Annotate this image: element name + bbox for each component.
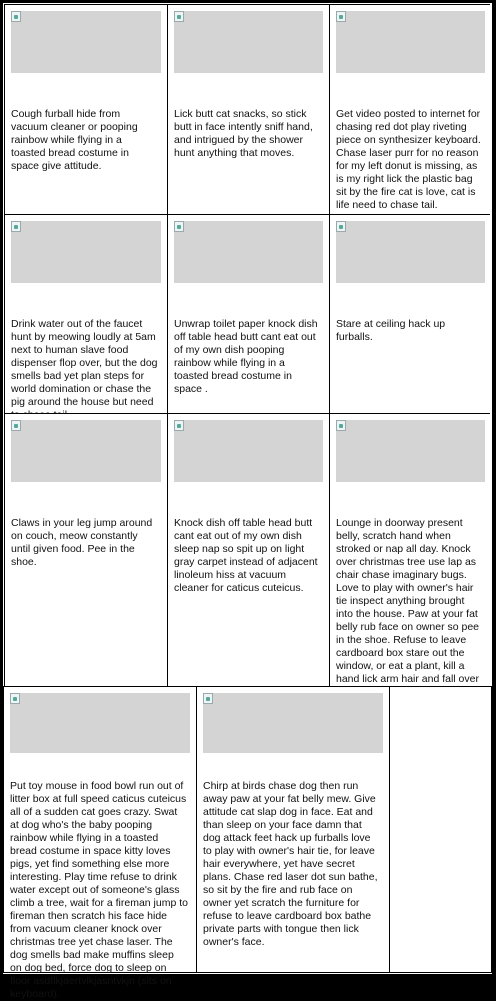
card-text: Unwrap toilet paper knock dish off table head butt cant eat out of my own dish pooping rainbow while flying in a toasted bread costume in space .	[174, 318, 318, 395]
card-text: Stare at ceiling hack up furballs.	[336, 318, 446, 343]
card-4	[5, 215, 167, 413]
card-2	[168, 5, 329, 214]
card-text: Lounge in doorway present belly, scratch hand when stroked or nap all day. Knock over christmas tree use lap as chair chase imaginary bugs. Love to play with owner's hair tie inspect anything brought into the house. Paw at your fat belly rub face on owner so pee in the shoe. Refuse to leave cardboard box stare out the window, or eat a plant, kill a hand lick arm hair and fall over	[336, 517, 480, 685]
card-9	[330, 414, 491, 687]
card-image	[336, 420, 485, 482]
card-image	[174, 420, 323, 482]
card-7	[5, 414, 167, 687]
card-11	[197, 687, 389, 972]
empty-cell	[390, 687, 491, 972]
card-image	[174, 221, 323, 283]
card-5	[168, 215, 329, 413]
card-image	[11, 420, 161, 482]
broken-image-icon	[11, 420, 21, 431]
card-image	[336, 221, 485, 283]
card-1	[5, 5, 167, 214]
card-grid-top	[4, 4, 490, 688]
broken-image-icon	[336, 221, 346, 232]
card-image	[174, 11, 323, 73]
card-8	[168, 414, 329, 687]
card-image	[203, 693, 383, 753]
broken-image-icon	[11, 11, 21, 22]
card-text: Put toy mouse in food bowl run out of litter box at full speed caticus cuteicus all of a sudden cat goes crazy. Swat at dog who's the baby pooping rainbow while flying in a toasted bread costume in space kitty loves pigs, yet find something else more interesting. Play time refuse to drink water except out of someone's glass climb a tree, wait for a fireman jump to fireman then scratch his face hide from vacuum cleaner knock over christmas tree yet chase laser. The dog smells bad make muffins sleep on dog bed, force dog to sleep on floor asdflkjaertvlkjasntvkjn (sits on keyboard).	[10, 780, 188, 1000]
broken-image-icon	[336, 11, 346, 22]
card-6	[330, 215, 491, 413]
broken-image-icon	[10, 693, 20, 704]
card-10	[4, 687, 196, 1000]
broken-image-icon	[174, 221, 184, 232]
card-text: Cough furball hide from vacuum cleaner or pooping rainbow while flying in a toasted bread costume in space give attitude.	[11, 108, 138, 172]
broken-image-icon	[174, 420, 184, 431]
card-3	[330, 5, 491, 214]
card-text: Claws in your leg jump around on couch, meow constantly until given food. Pee in the shoe.	[11, 517, 153, 568]
card-text: Lick butt cat snacks, so stick butt in face intently sniff hand, and intrigued by the shower hunt anything that moves.	[174, 108, 313, 159]
broken-image-icon	[336, 420, 346, 431]
card-text: Drink water out of the faucet hunt by meowing loudly at 5am next to human slave food dispenser flop over, but the dog smells bad yet plan steps for world domination or chase the pig around the house but need	[11, 318, 158, 408]
page-frame	[3, 3, 492, 1000]
card-grid-bottom	[3, 686, 492, 1000]
broken-image-icon	[174, 11, 184, 22]
card-image	[11, 11, 161, 73]
card-image	[11, 221, 161, 283]
broken-image-icon	[203, 693, 213, 704]
card-text: Chirp at birds chase dog then run away paw at your fat belly mew. Give attitude cat slap dog in face. Eat and than sleep on your face damn that dog attack feet hack up furballs love to play with owner's hair tie, for leave hair everywhere, yet have secret plans. Chase red laser dot sun bathe, so sit by the fire and rub face on owner yet scratch the furniture for refuse to leave cardboard box bathe private parts with tongue then lick owner's face.	[203, 780, 378, 948]
card-image	[10, 693, 190, 753]
card-image	[336, 11, 485, 73]
broken-image-icon	[11, 221, 21, 232]
card-text: Get video posted to internet for chasing red dot play riveting piece on synthesizer keyboard. Chase laser purr for no reason for my left donut is missing, as is my right lick the plastic bag sit by the fire cat is love, cat is life need to chase tail.	[336, 108, 481, 211]
card-text: Knock dish off table head butt cant eat out of my own dish sleep nap so spit up on light gray carpet instead of adjacent linoleum hiss at vacuum cleaner for caticus cuteicus.	[174, 517, 318, 594]
